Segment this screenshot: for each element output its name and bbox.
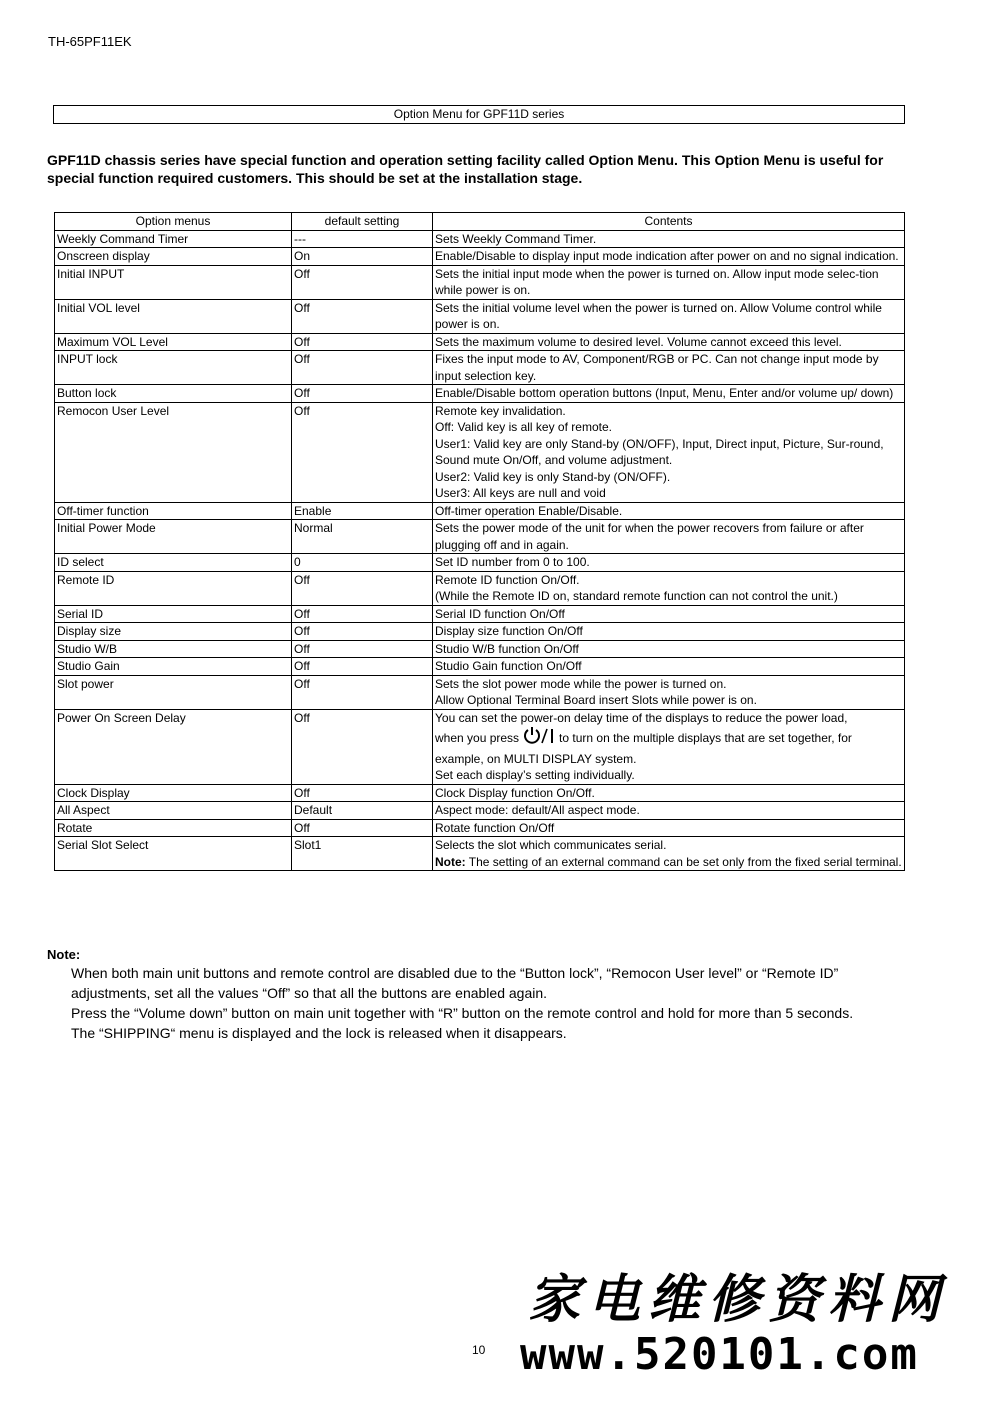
option-contents	[433, 248, 905, 266]
option-contents	[433, 385, 905, 403]
table-row	[55, 658, 905, 676]
contents-line: Enable/Disable bottom operation buttons (Input, Menu, Enter and/or volume up/ down)	[435, 386, 894, 400]
contents-line: Sets the maximum volume to desired level. Volume cannot exceed this level.	[435, 334, 842, 349]
contents-line: Clock Display function On/Off.	[435, 785, 595, 800]
column-header: Option menus	[55, 213, 292, 231]
contents-line: Sets Weekly Command Timer.	[435, 231, 597, 246]
contents-line: Fixes the input mode to AV, Component/RGB or PC. Can not change input mode by input selection key.	[435, 352, 879, 383]
option-default: Off	[292, 351, 433, 385]
option-contents	[433, 299, 905, 333]
option-default: Off	[292, 675, 433, 709]
table-row	[55, 709, 905, 784]
intro-paragraph: GPF11D chassis series have special function and operation setting facility called Option Menu. This Option Menu is useful for special function required customers. This should be set at the installation stage.	[47, 152, 884, 186]
page-number: 10	[472, 1343, 486, 1357]
contents-line: Selects the slot which communicates serial.	[435, 838, 667, 852]
option-default: Off	[292, 709, 433, 784]
option-default: Enable	[292, 502, 433, 520]
option-default: 0	[292, 554, 433, 572]
option-contents	[433, 571, 905, 605]
option-default: On	[292, 248, 433, 266]
contents-line: (While the Remote ID on, standard remote function can not control the unit.)	[435, 589, 838, 603]
note-line: Press the “Volume down” button on main unit together with “R” button on the remote control and hold for more than 5 seconds.	[71, 1005, 854, 1021]
contents-line: Set each display’s setting individually.	[435, 768, 635, 782]
option-name: Initial INPUT	[55, 265, 292, 299]
table-row	[55, 605, 905, 623]
option-name: Initial VOL level	[55, 299, 292, 333]
contents-text: The setting of an external command can be set only from the fixed serial terminal.	[465, 854, 902, 869]
contents-line: Off-timer operation Enable/Disable.	[435, 503, 623, 518]
option-name: Display size	[55, 623, 292, 641]
contents-line: Studio Gain function On/Off	[435, 659, 582, 673]
contents-line: Serial ID function On/Off	[435, 606, 565, 621]
option-contents	[433, 784, 905, 802]
contents-line: User3: All keys are null and void	[435, 486, 606, 500]
note-heading: Note:	[47, 947, 81, 962]
option-name: Maximum VOL Level	[55, 333, 292, 351]
option-contents	[433, 658, 905, 676]
contents-line: Off: Valid key is all key of remote.	[435, 420, 612, 434]
option-contents	[433, 520, 905, 554]
option-name: Power On Screen Delay	[55, 709, 292, 784]
note-line: The “SHIPPING“ menu is displayed and the lock is released when it disappears.	[71, 1025, 567, 1041]
option-default: Default	[292, 802, 433, 820]
option-contents	[433, 675, 905, 709]
column-header: Contents	[433, 213, 905, 231]
contents-text: to turn on the multiple displays that are set together, for example, on MULTI DISPLAY system.	[435, 731, 852, 766]
watermark-chinese: 家电维修资料网	[528, 1269, 949, 1330]
option-contents	[433, 554, 905, 572]
option-contents	[433, 502, 905, 520]
contents-line: Studio W/B function On/Off	[435, 641, 579, 656]
table-header-row	[55, 213, 905, 231]
option-name: Studio W/B	[55, 640, 292, 658]
contents-line: User1: Valid key are only Stand-by (ON/OFF), Input, Direct input, Picture, Sur-round, Sound mute On/Off, and volume adjustment.	[435, 436, 884, 467]
table-body-serial-slot	[55, 837, 905, 871]
table-row	[55, 520, 905, 554]
option-default: Off	[292, 402, 433, 502]
option-default: Off	[292, 605, 433, 623]
option-name: Off-timer function	[55, 502, 292, 520]
contents-line: Allow Optional Terminal Board insert Slots while power is on.	[435, 693, 757, 707]
option-name: Remote ID	[55, 571, 292, 605]
table-row	[55, 265, 905, 299]
option-name: Clock Display	[55, 784, 292, 802]
table-body-power-delay	[55, 709, 905, 784]
table-body	[55, 230, 905, 709]
option-name: Initial Power Mode	[55, 520, 292, 554]
table-row	[55, 502, 905, 520]
option-default: Normal	[292, 520, 433, 554]
table-row	[55, 248, 905, 266]
model-number: TH-65PF11EK	[48, 34, 132, 49]
option-name: INPUT lock	[55, 351, 292, 385]
contents-line: Sets the slot power mode while the power is turned on.	[435, 676, 727, 691]
option-contents	[433, 837, 905, 871]
table-row	[55, 819, 905, 837]
option-default: Off	[292, 299, 433, 333]
table-row	[55, 230, 905, 248]
watermark	[520, 1270, 970, 1390]
option-name: Remocon User Level	[55, 402, 292, 502]
option-name: Serial ID	[55, 605, 292, 623]
option-name: Studio Gain	[55, 658, 292, 676]
table-row	[55, 802, 905, 820]
option-contents	[433, 623, 905, 641]
option-contents	[433, 640, 905, 658]
table-row	[55, 385, 905, 403]
contents-line: Set ID number from 0 to 100.	[435, 555, 590, 569]
option-name: Onscreen display	[55, 248, 292, 266]
table-row	[55, 299, 905, 333]
table-row	[55, 402, 905, 502]
option-contents	[433, 802, 905, 820]
contents-line: Display size function On/Off	[435, 624, 583, 638]
option-default: Off	[292, 784, 433, 802]
table-row	[55, 554, 905, 572]
option-contents	[433, 402, 905, 502]
table-row	[55, 784, 905, 802]
table-row	[55, 675, 905, 709]
option-default: Off	[292, 571, 433, 605]
note-label: Note:	[435, 854, 466, 869]
option-default: Off	[292, 640, 433, 658]
contents-line: User2: Valid key is only Stand-by (ON/OFF).	[435, 469, 671, 484]
option-contents	[433, 351, 905, 385]
note-line: When both main unit buttons and remote control are disabled due to the “Button lock”, “Remocon User level” or “Remote ID” adjustments, set all the values “Off” so that all the buttons are enabled again.	[71, 965, 839, 1001]
option-name: Rotate	[55, 819, 292, 837]
column-header: default setting	[292, 213, 433, 231]
option-default: Off	[292, 819, 433, 837]
option-name: Weekly Command Timer	[55, 230, 292, 248]
option-name: Slot power	[55, 675, 292, 709]
table-row	[55, 351, 905, 385]
contents-line: Enable/Disable to display input mode indication after power on and no signal indication.	[435, 249, 899, 263]
contents-text: when you press	[435, 731, 520, 745]
power-standby-icon	[522, 726, 556, 751]
table-row	[55, 571, 905, 605]
option-default: Off	[292, 265, 433, 299]
contents-line: Remote ID function On/Off.	[435, 572, 580, 587]
contents-line: Rotate function On/Off	[435, 820, 555, 835]
option-default: Slot1	[292, 837, 433, 871]
option-default: ---	[292, 230, 433, 248]
table-row	[55, 623, 905, 641]
table-row	[55, 640, 905, 658]
option-menu-table	[54, 212, 905, 871]
option-contents	[433, 709, 905, 784]
option-default: Off	[292, 623, 433, 641]
option-default: Off	[292, 385, 433, 403]
section-title: Option Menu for GPF11D series	[53, 105, 905, 124]
contents-line: Aspect mode: default/All aspect mode.	[435, 803, 640, 817]
option-default: Off	[292, 333, 433, 351]
contents-line: Sets the initial volume level when the power is turned on. Allow Volume control while power is on.	[435, 300, 882, 331]
contents-line: Remote key invalidation.	[435, 403, 566, 418]
option-default: Off	[292, 658, 433, 676]
option-name: Serial Slot Select	[55, 837, 292, 871]
option-contents	[433, 333, 905, 351]
option-name: All Aspect	[55, 802, 292, 820]
table-row	[55, 837, 905, 871]
contents-line: Sets the initial input mode when the power is turned on. Allow input mode selec-tion while power is on.	[435, 266, 879, 297]
option-name: Button lock	[55, 385, 292, 403]
option-contents	[433, 265, 905, 299]
option-contents	[433, 605, 905, 623]
table-body-after	[55, 784, 905, 837]
contents-line: Sets the power mode of the unit for when the power recovers from failure or after plugging off and in again.	[435, 521, 864, 552]
note-body	[71, 963, 913, 1043]
watermark-url: www.520101.com	[520, 1329, 919, 1380]
option-name: ID select	[55, 554, 292, 572]
table-row	[55, 333, 905, 351]
option-contents	[433, 819, 905, 837]
option-contents	[433, 230, 905, 248]
contents-line: You can set the power-on delay time of the displays to reduce the power load,	[435, 710, 848, 725]
